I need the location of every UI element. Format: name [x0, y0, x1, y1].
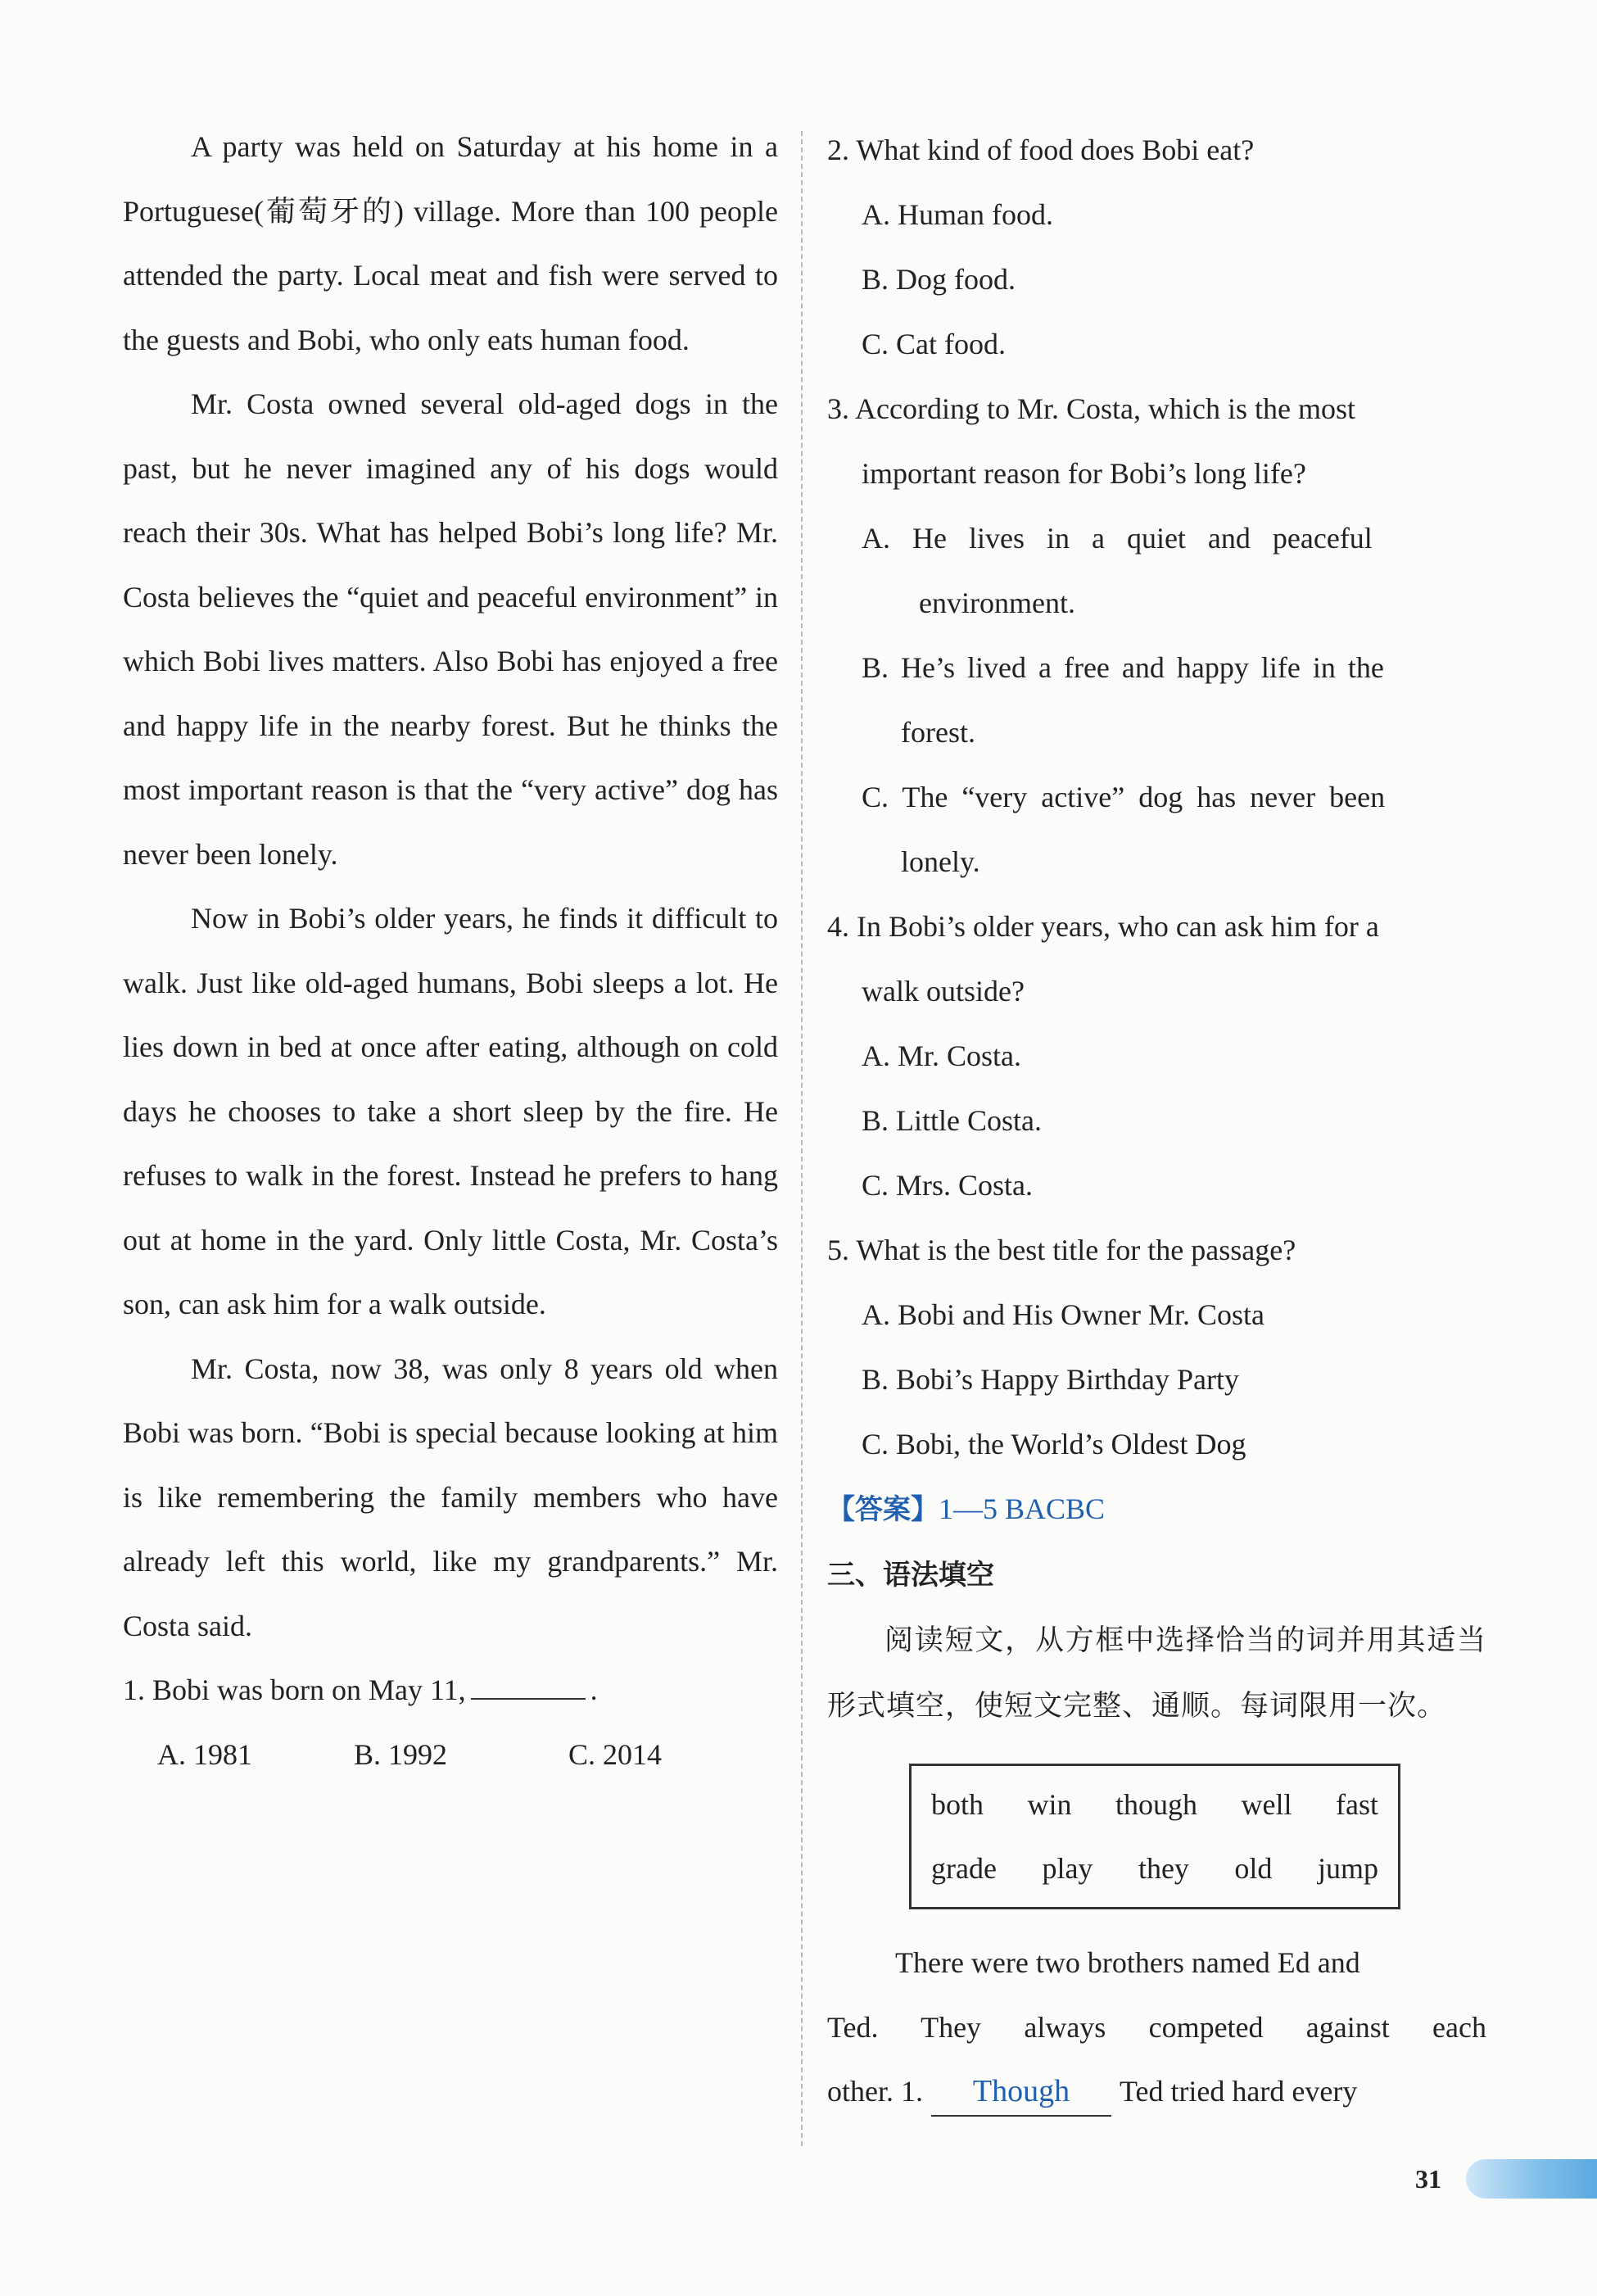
grammar-passage-line-1: There were two brothers named Ed and	[895, 1946, 1360, 1979]
option-b[interactable]: B. He’s lived a free and happy life in the	[862, 651, 1384, 684]
question-4-stem: 4. In Bobi’s older years, who can ask him for a	[827, 910, 1379, 943]
question-1-end: .	[590, 1673, 598, 1706]
question-1-stem: 1. Bobi was born on May 11,	[123, 1673, 466, 1706]
option-c-cont: lonely.	[901, 845, 980, 878]
answer-blank[interactable]	[471, 1673, 586, 1700]
question-1-options	[123, 1723, 778, 1787]
word-bank-row-1	[931, 1773, 1378, 1836]
answer-key	[827, 1477, 1486, 1542]
word-bank-item: well	[1241, 1788, 1292, 1821]
line-3-prefix: other. 1.	[827, 2075, 923, 2108]
option-c[interactable]: C. The “very active” dog has never been	[862, 781, 1386, 813]
option-a[interactable]: A. Human food.	[862, 198, 1053, 231]
option-b-cont: forest.	[901, 716, 975, 749]
page-number: 31	[1415, 2164, 1441, 2194]
option-a-cont: environment.	[919, 586, 1075, 619]
grammar-passage-line-3	[827, 2059, 1486, 2123]
passage-paragraph-4: Mr. Costa, now 38, was only 8 years old when Bobi was born. “Bobi is special because looking at him is like remembering the family members who have already left this world, like my grandparents.” Mr. Costa said.	[123, 1352, 778, 1642]
right-column	[827, 118, 1486, 2123]
option-a[interactable]: A. Bobi and His Owner Mr. Costa	[862, 1298, 1264, 1331]
word-bank-item: fast	[1336, 1788, 1378, 1821]
question-3-stem: 3. According to Mr. Costa, which is the most	[827, 392, 1355, 425]
question-5-stem: 5. What is the best title for the passage?	[827, 1234, 1296, 1266]
option-a[interactable]: A. He lives in a quiet and peaceful	[862, 522, 1373, 555]
passage-paragraph-2: Mr. Costa owned several old-aged dogs in the past, but he never imagined any of his dogs would reach their 30s. What has helped Bobi’s long life? Mr. Costa believes the “quiet and peaceful environment” in which Bobi lives matters. Also Bobi has enjoyed a free and happy life in the nearby forest. But he thinks the most important reason is that the “very active” dog has never been lonely.	[123, 387, 778, 871]
question-1	[123, 1658, 778, 1723]
word-bank-item: both	[931, 1788, 984, 1821]
option-b[interactable]: B. Dog food.	[862, 263, 1016, 296]
option-b[interactable]: B. Bobi’s Happy Birthday Party	[862, 1363, 1239, 1396]
word-bank-item: win	[1027, 1788, 1072, 1821]
question-2-stem: 2. What kind of food does Bobi eat?	[827, 134, 1255, 166]
word-bank-item: they	[1138, 1852, 1189, 1885]
column-divider	[801, 131, 803, 2146]
passage-paragraph-1: A party was held on Saturday at his home in a Portuguese(葡萄牙的) village. More than 100 people attended the party. Local meat and fish were served to the guests and Bobi, who only eats human food.	[123, 130, 778, 356]
fill-blank-1[interactable]: Though	[931, 2067, 1111, 2117]
word-bank-item: play	[1042, 1852, 1093, 1885]
word-bank-item: old	[1234, 1852, 1273, 1885]
left-column	[123, 115, 778, 1787]
option-a[interactable]: A. 1981	[157, 1738, 252, 1771]
answer-text: 1—5 BACBC	[939, 1492, 1106, 1525]
option-c[interactable]: C. Cat food.	[862, 328, 1006, 360]
question-4-stem-cont: walk outside?	[862, 975, 1025, 1008]
grammar-passage-line-2: Ted. They always competed against each	[827, 2010, 1486, 2044]
passage-paragraph-3: Now in Bobi’s older years, he finds it difficult to walk. Just like old-aged humans, Bobi sleeps a lot. He lies down in bed at once after eating, although on cold days he chooses to take a short sleep by the fire. He refuses to walk in the forest. Instead he prefers to hang out at home in the yard. Only little Costa, Mr. Costa’s son, can ask him for a walk outside.	[123, 902, 778, 1320]
word-bank-item: though	[1115, 1788, 1198, 1821]
word-bank-row-2	[931, 1836, 1378, 1900]
answer-tag: 【答案】	[827, 1493, 939, 1526]
page-tab-decoration	[1466, 2159, 1597, 2199]
option-b[interactable]: B. 1992	[354, 1738, 448, 1771]
word-bank-box	[909, 1764, 1400, 1909]
option-a[interactable]: A. Mr. Costa.	[862, 1039, 1022, 1072]
word-bank-item: jump	[1317, 1852, 1378, 1885]
word-bank-item: grade	[931, 1852, 997, 1885]
option-b[interactable]: B. Little Costa.	[862, 1104, 1042, 1137]
option-c[interactable]: C. 2014	[568, 1738, 663, 1771]
line-3-suffix: Ted tried hard every	[1119, 2075, 1358, 2108]
option-c[interactable]: C. Bobi, the World’s Oldest Dog	[862, 1428, 1246, 1460]
option-c[interactable]: C. Mrs. Costa.	[862, 1169, 1034, 1202]
section-title: 三、语法填空	[827, 1559, 994, 1592]
question-3-stem-cont: important reason for Bobi’s long life?	[862, 457, 1306, 490]
section-instruction: 阅读短文，从方框中选择恰当的词并用其适当形式填空，使短文完整、通顺。每词限用一次。	[827, 1624, 1486, 1723]
